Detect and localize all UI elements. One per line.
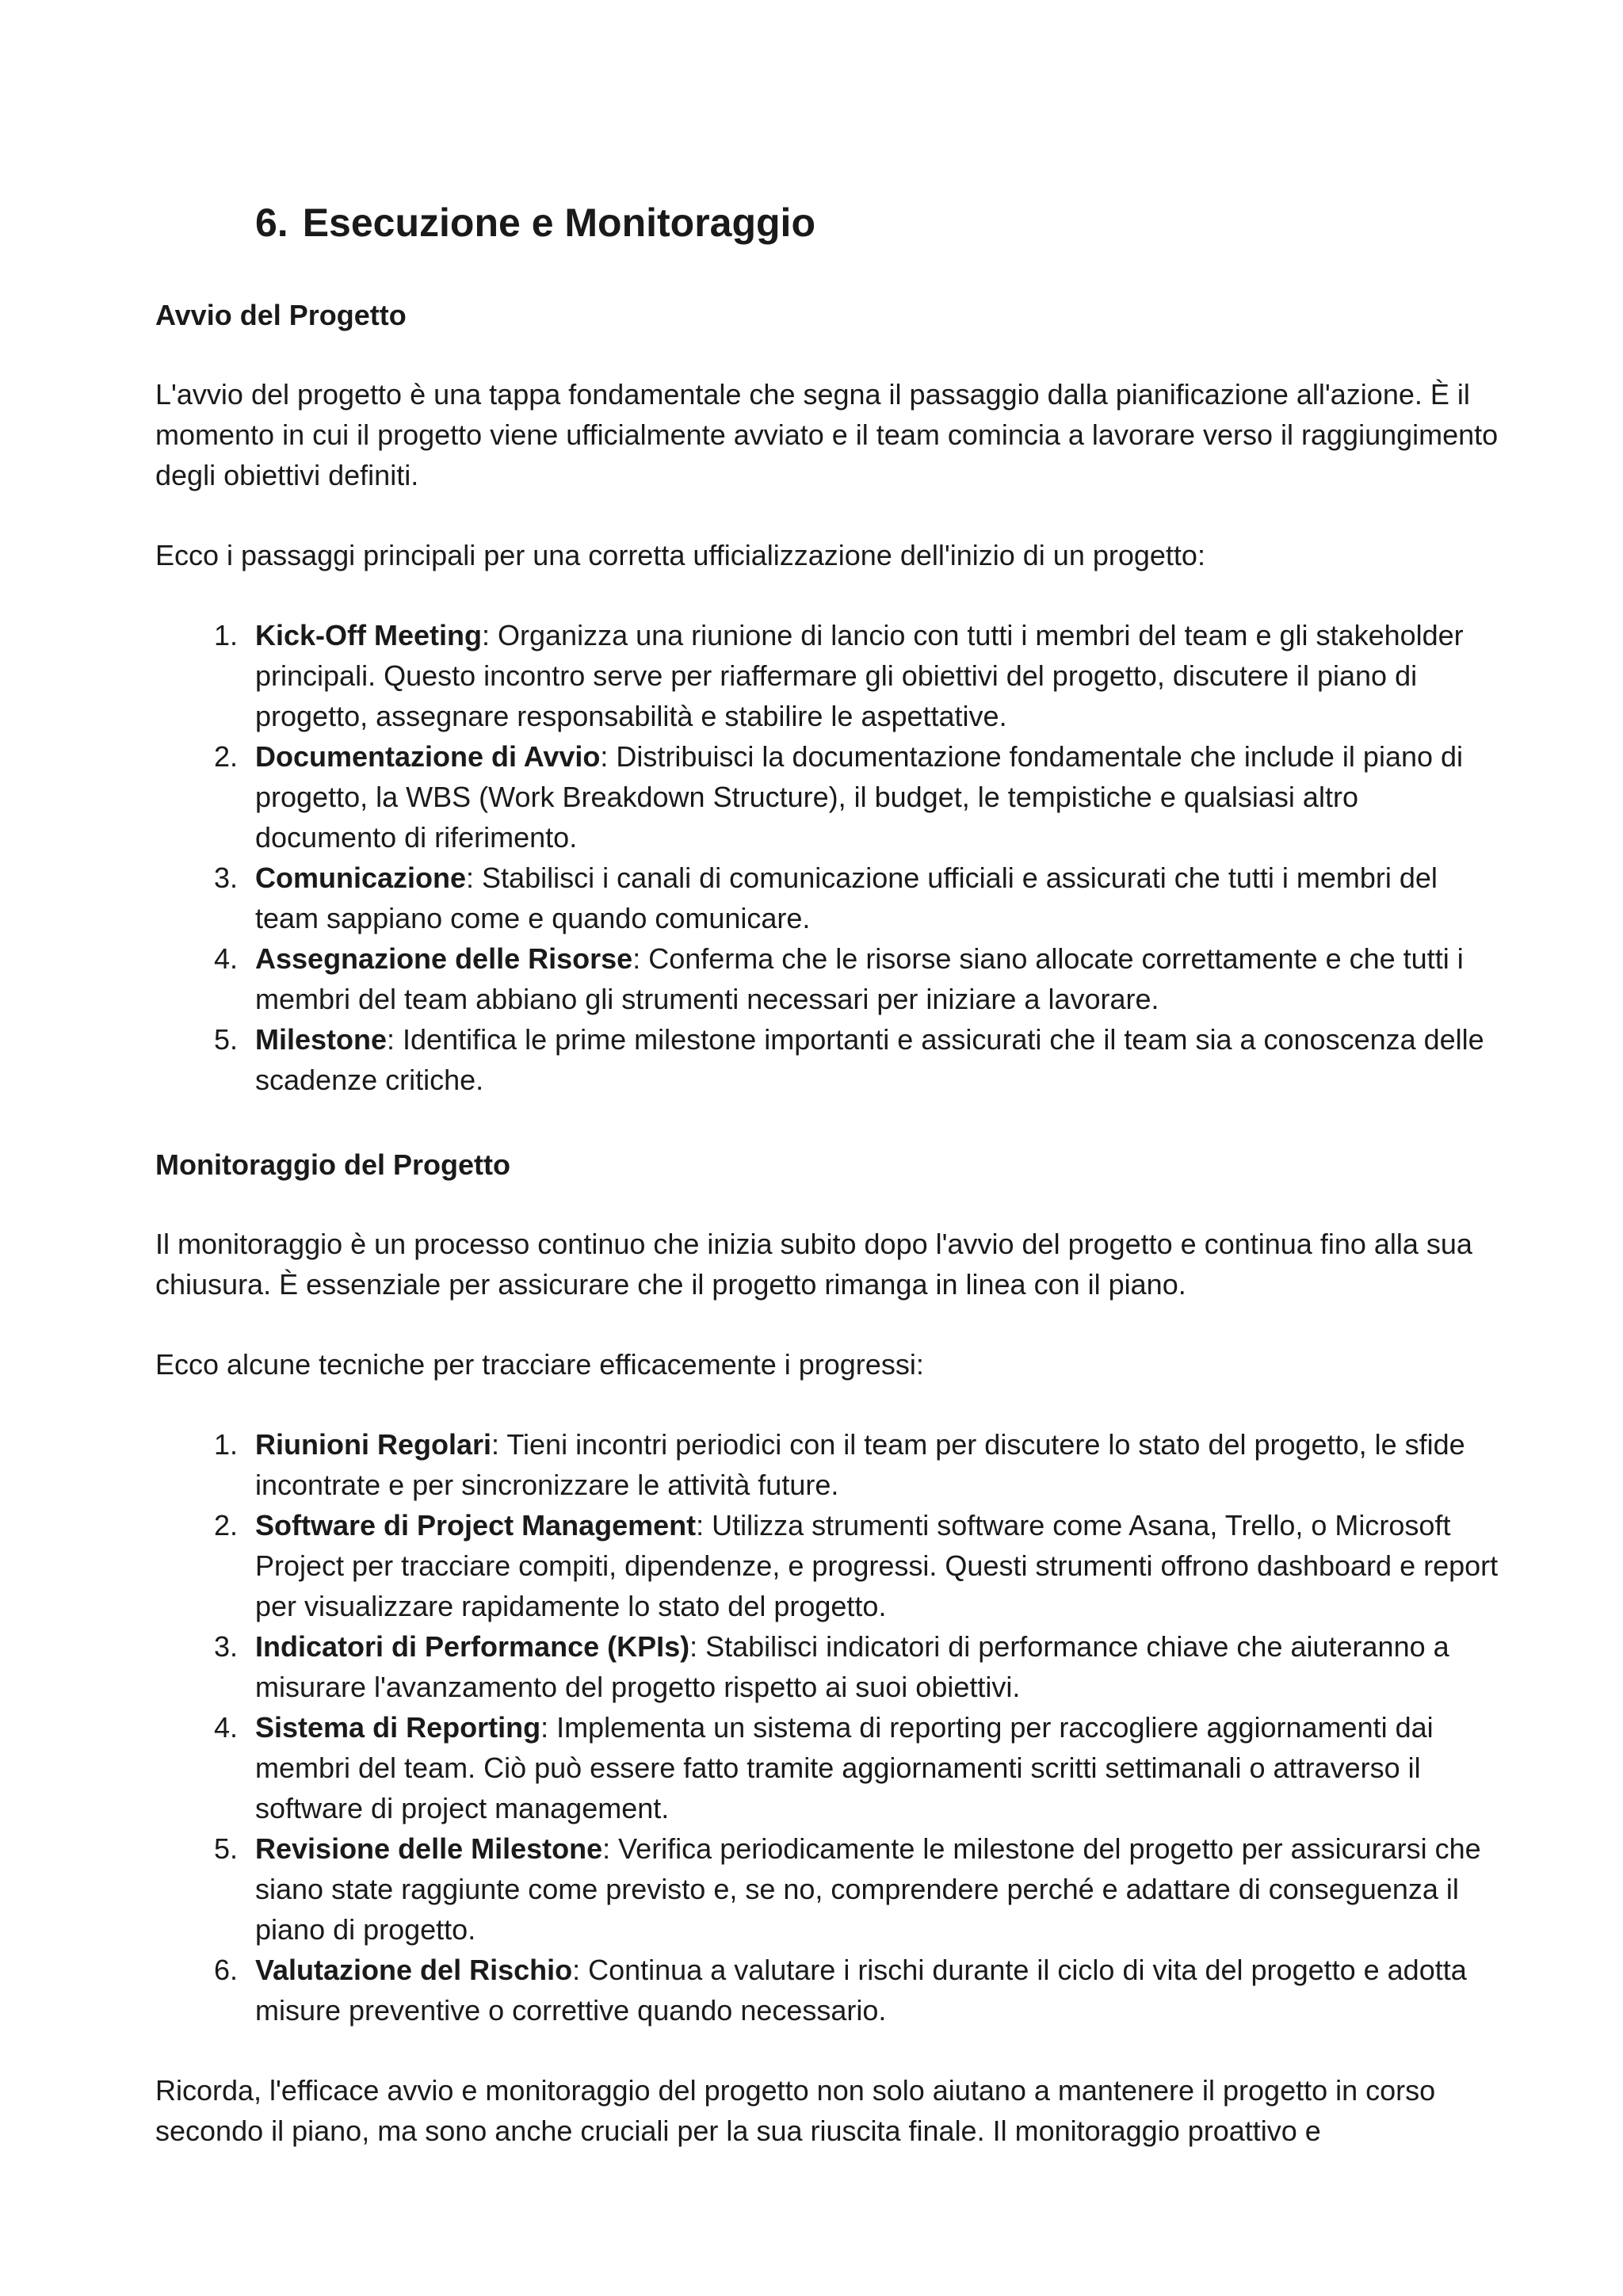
list-item-number: 6. bbox=[213, 1954, 238, 1986]
list-item-text: : Stabilisci indicatori di performance chiave che aiuteranno a misurare l'avanzamento del progetto rispetto ai suoi obiettivi. bbox=[255, 1630, 1449, 1703]
avvio-lead-paragraph: Ecco i passaggi principali per una corretta ufficializzazione dell'inizio di un progetto: bbox=[155, 539, 1205, 571]
list-item bbox=[155, 1950, 1503, 2030]
list-item-body bbox=[255, 1505, 1503, 1626]
list-item-body bbox=[255, 615, 1503, 736]
list-item-term: Comunicazione bbox=[255, 861, 467, 894]
monitoraggio-steps-list bbox=[155, 1424, 1503, 2030]
list-item-body bbox=[255, 1707, 1503, 1828]
list-item-term: Milestone bbox=[255, 1023, 388, 1056]
subheading-monitoraggio: Monitoraggio del Progetto bbox=[155, 1148, 510, 1181]
list-item-term: Software di Project Management bbox=[255, 1509, 697, 1541]
list-item-term: Riunioni Regolari bbox=[255, 1428, 492, 1461]
list-item-term: Valutazione del Rischio bbox=[255, 1954, 573, 1986]
section-number: 6. bbox=[255, 201, 288, 245]
list-item-text: : Conferma che le risorse siano allocate correttamente e che tutti i membri del team abbiano gli strumenti necessari per iniziare a lavorare. bbox=[255, 942, 1464, 1015]
list-item-text: : Tieni incontri periodici con il team per discutere lo stato del progetto, le sfide incontrate e per sincronizzare le attività future. bbox=[255, 1428, 1465, 1501]
list-item-number: 5. bbox=[213, 1832, 238, 1865]
list-item-term: Documentazione di Avvio bbox=[255, 740, 601, 773]
list-item bbox=[155, 1626, 1503, 1707]
avvio-steps-list bbox=[155, 615, 1503, 1100]
list-item-number: 1. bbox=[213, 619, 238, 651]
list-item-number: 2. bbox=[213, 1509, 238, 1541]
list-item bbox=[155, 1707, 1503, 1828]
list-item bbox=[155, 1505, 1503, 1626]
section-title bbox=[255, 195, 1503, 250]
list-item bbox=[155, 736, 1503, 858]
list-item-body bbox=[255, 1950, 1503, 2030]
list-item-term: Kick-Off Meeting bbox=[255, 619, 483, 651]
section-title-text: Esecuzione e Monitoraggio bbox=[302, 201, 815, 245]
list-item-term: Assegnazione delle Risorse bbox=[255, 942, 633, 975]
list-item-text: : Stabilisci i canali di comunicazione ufficiali e assicurati che tutti i membri del team sappiano come e quando comunicare. bbox=[255, 861, 1438, 934]
list-item-text: : Continua a valutare i rischi durante il ciclo di vita del progetto e adotta misure preventive o correttive quando necessario. bbox=[255, 1954, 1467, 2027]
list-item-text: : Identifica le prime milestone importanti e assicurati che il team sia a conoscenza delle scadenze critiche. bbox=[255, 1023, 1484, 1096]
list-item-body bbox=[255, 736, 1503, 858]
monitoraggio-lead-paragraph: Ecco alcune tecniche per tracciare efficacemente i progressi: bbox=[155, 1348, 924, 1381]
list-item-term: Sistema di Reporting bbox=[255, 1711, 541, 1744]
list-item-text: : Organizza una riunione di lancio con tutti i membri del team e gli stakeholder principali. Questo incontro serve per riaffermare gli obiettivi del progetto, discutere il piano di progetto, assegnare responsabilità e stabilire le aspettative. bbox=[255, 619, 1464, 732]
list-item-body bbox=[255, 1424, 1503, 1505]
list-item-body bbox=[255, 938, 1503, 1019]
list-item bbox=[155, 858, 1503, 938]
document-page bbox=[155, 195, 1503, 2151]
list-item-text: : Implementa un sistema di reporting per raccogliere aggiornamenti dai membri del team. Ciò può essere fatto tramite aggiornamenti scritti settimanali o attraverso il software di project management. bbox=[255, 1711, 1434, 1824]
list-item-body bbox=[255, 1019, 1503, 1100]
list-item-body bbox=[255, 858, 1503, 938]
avvio-intro-paragraph: L'avvio del progetto è una tappa fondamentale che segna il passaggio dalla pianificazione all'azione. È il momento in cui il progetto viene ufficialmente avviato e il team comincia a lavorare verso il raggiungimento degli obiettivi definiti. bbox=[155, 378, 1499, 491]
list-item-number: 3. bbox=[213, 861, 238, 894]
list-item-term: Indicatori di Performance (KPIs) bbox=[255, 1630, 690, 1663]
list-item bbox=[155, 1019, 1503, 1100]
list-item-number: 2. bbox=[213, 740, 238, 773]
list-item bbox=[155, 615, 1503, 736]
closing-paragraph: Ricorda, l'efficace avvio e monitoraggio del progetto non solo aiutano a mantenere il progetto in corso secondo il piano, ma sono anche cruciali per la sua riuscita finale. Il monitoraggio proattivo e bbox=[155, 2074, 1436, 2147]
list-item-body bbox=[255, 1828, 1503, 1950]
list-item-number: 1. bbox=[213, 1428, 238, 1461]
list-item-text: : Distribuisci la documentazione fondamentale che include il piano di progetto, la WBS (Work Breakdown Structure), il budget, le tempistiche e qualsiasi altro documento di riferimento. bbox=[255, 740, 1464, 854]
list-item bbox=[155, 1828, 1503, 1950]
list-item bbox=[155, 1424, 1503, 1505]
list-item-term: Revisione delle Milestone bbox=[255, 1832, 603, 1865]
list-item-number: 5. bbox=[213, 1023, 238, 1056]
subheading-avvio: Avvio del Progetto bbox=[155, 299, 407, 331]
list-item-number: 4. bbox=[213, 1711, 238, 1744]
list-item-body bbox=[255, 1626, 1503, 1707]
list-item-text: : Utilizza strumenti software come Asana, Trello, o Microsoft Project per tracciare compiti, dipendenze, e progressi. Questi strumenti offrono dashboard e report per visualizzare rapidamente lo stato del progetto. bbox=[255, 1509, 1499, 1622]
list-item-text: : Verifica periodicamente le milestone del progetto per assicurarsi che siano state raggiunte come previsto e, se no, comprendere perché e adattare di conseguenza il piano di progetto. bbox=[255, 1832, 1481, 1946]
list-item-number: 4. bbox=[213, 942, 238, 975]
list-item-number: 3. bbox=[213, 1630, 238, 1663]
list-item bbox=[155, 938, 1503, 1019]
monitoraggio-intro-paragraph: Il monitoraggio è un processo continuo che inizia subito dopo l'avvio del progetto e continua fino alla sua chiusura. È essenziale per assicurare che il progetto rimanga in linea con il piano. bbox=[155, 1228, 1472, 1301]
